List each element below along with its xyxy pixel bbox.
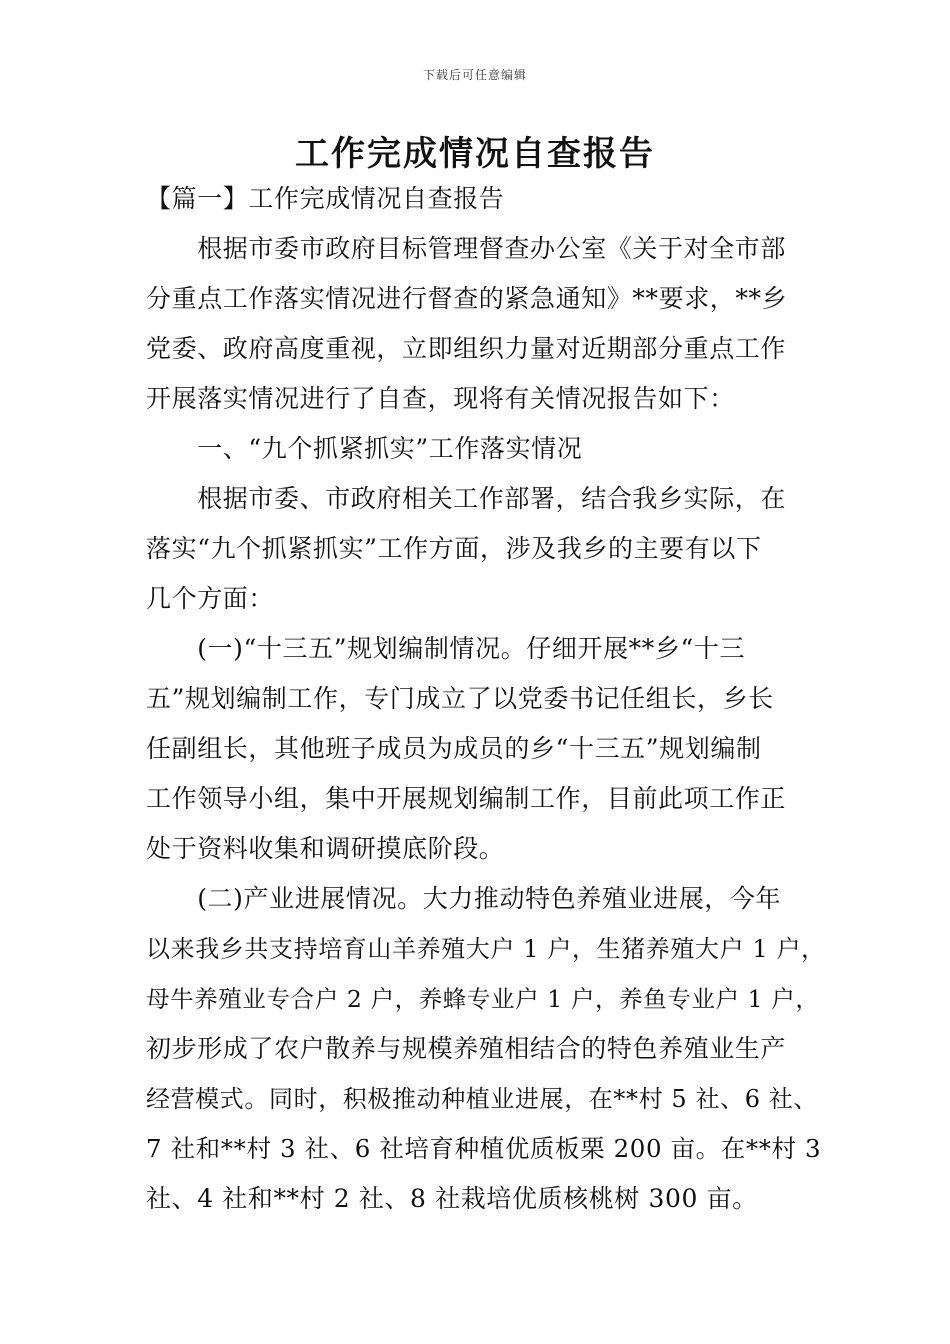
body-line: 处于资料收集和调研摸底阶段。 [146, 834, 505, 863]
body-line: 7 社和**村 3 社、6 社培育种植优质板栗 200 亩。在**村 3 [146, 1134, 822, 1163]
body-line: 任副组长，其他班子成员为成员的乡“十三五”规划编制 [146, 734, 762, 763]
header-note: 下载后可任意编辑 [422, 68, 527, 82]
body-line: 经营模式。同时，积极推动种植业进展，在**村 5 社、6 社、 [146, 1085, 819, 1113]
body-line: 母牛养殖业专合户 2 户，养蜂专业户 1 户，养鱼专业户 1 户， [146, 985, 820, 1013]
body-line: 根据市委、市政府相关工作部署，结合我乡实际，在 [146, 484, 787, 513]
body-line: 工作领导小组，集中开展规划编制工作，目前此项工作正 [146, 784, 787, 813]
body-line: 落实“九个抓紧抓实”工作方面，涉及我乡的主要有以下 [146, 534, 762, 563]
body-line: 分重点工作落实情况进行督查的紧急通知》**要求，**乡 [146, 284, 788, 313]
body-line: 根据市委市政府目标管理督查办公室《关于对全市部 [146, 234, 787, 263]
body-line: 党委、政府高度重视，立即组织力量对近期部分重点工作 [146, 334, 787, 363]
body-line: 初步形成了农户散养与规模养殖相结合的特色养殖业生产 [146, 1034, 787, 1063]
body-line: 五”规划编制工作，专门成立了以党委书记任组长，乡长 [146, 684, 774, 713]
section-heading: 【篇一】工作完成情况自查报告 [146, 184, 505, 213]
document-title: 工作完成情况自查报告 [295, 134, 655, 174]
subsection-heading: 一、“九个抓紧抓实”工作落实情况 [146, 434, 583, 463]
body-line: (二)产业进展情况。大力推动特色养殖业进展，今年 [146, 884, 782, 913]
body-line: (一)“十三五”规划编制情况。仔细开展**乡“十三 [146, 634, 746, 663]
body-line: 开展落实情况进行了自查，现将有关情况报告如下： [146, 384, 735, 413]
body-line: 社、4 社和**村 2 社、8 社栽培优质核桃树 300 亩。 [146, 1184, 758, 1213]
body-line: 几个方面： [146, 584, 275, 613]
body-line: 以来我乡共支持培育山羊养殖大户 1 户，生猪养殖大户 1 户， [146, 935, 826, 963]
